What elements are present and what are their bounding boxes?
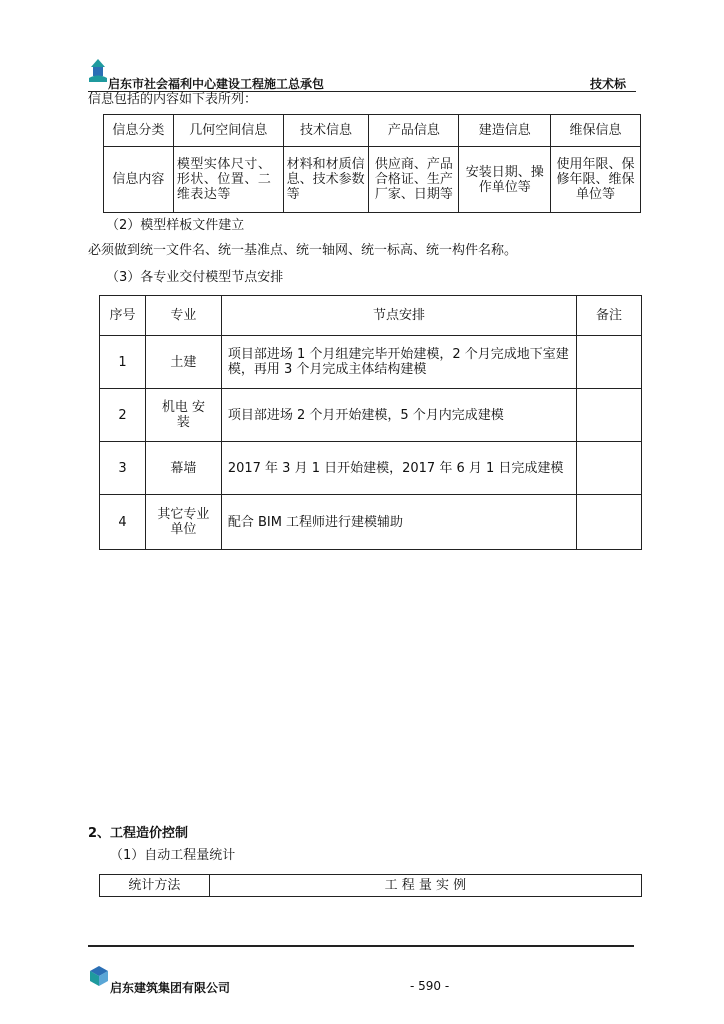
info-header-cell: 维保信息: [551, 115, 641, 147]
info-table-content-row: [104, 147, 641, 213]
row-note: [577, 336, 642, 389]
page-number: - 590 -: [410, 979, 450, 993]
row-no: 2: [100, 389, 146, 442]
row-note: [577, 495, 642, 550]
row-note: [577, 442, 642, 495]
row-discipline: 机电 安装: [145, 389, 221, 442]
info-row-cell: 安装日期、操作单位等: [459, 147, 551, 213]
info-row-cell: 供应商、产品合格证、生产厂家、日期等: [369, 147, 459, 213]
info-header-cell: 信息分类: [104, 115, 174, 147]
info-row-cell: 使用年限、保修年限、维保单位等: [551, 147, 641, 213]
cost-header-method: 统计方法: [100, 875, 210, 897]
info-row-cell: 材料和材质信息、技术参数等: [283, 147, 369, 213]
row-discipline: 幕墙: [145, 442, 221, 495]
table-row: [100, 495, 642, 550]
info-header-cell: 建造信息: [459, 115, 551, 147]
row-schedule: 配合 BIM 工程师进行建模辅助: [221, 495, 576, 550]
node-header-note: 备注: [577, 296, 642, 336]
table-row: [100, 442, 642, 495]
node-header-schedule: 节点安排: [221, 296, 576, 336]
sub2-text: 必须做到统一文件名、统一基准点、统一轴网、统一标高、统一构件名称。: [88, 243, 518, 258]
header-title: 启东市社会福利中心建设工程施工总承包: [108, 77, 325, 91]
info-header-cell: 几何空间信息: [173, 115, 283, 147]
company-logo-icon: [88, 58, 108, 84]
group-logo-icon: [88, 965, 110, 987]
row-discipline: 土建: [145, 336, 221, 389]
info-header-cell: 产品信息: [369, 115, 459, 147]
info-table: [103, 114, 641, 213]
footer-divider: [88, 945, 634, 947]
row-note: [577, 389, 642, 442]
info-header-cell: 技术信息: [283, 115, 369, 147]
cost-table: [99, 874, 642, 897]
header-right-label: 技术标: [590, 77, 627, 91]
info-row-cell: 模型实体尺寸、形状、位置、二维表达等: [173, 147, 283, 213]
sub-cost1-heading: （1）自动工程量统计: [110, 848, 236, 863]
cost-table-header-row: [100, 875, 642, 897]
table-row: [100, 336, 642, 389]
sub3-heading: （3）各专业交付模型节点安排: [106, 270, 284, 285]
cost-header-example: 工 程 量 实 例: [209, 875, 641, 897]
info-table-header-row: [104, 115, 641, 147]
row-schedule: 项目部进场 1 个月组建完毕开始建模，2 个月完成地下室建模，再用 3 个月完成主体结构建模: [221, 336, 576, 389]
row-no: 3: [100, 442, 146, 495]
node-table: [99, 295, 642, 550]
info-row-cell: 信息内容: [104, 147, 174, 213]
node-header-no: 序号: [100, 296, 146, 336]
section2-title: 2、工程造价控制: [88, 826, 189, 841]
intro-text: 信息包括的内容如下表所列：: [88, 92, 258, 107]
node-header-discipline: 专业: [145, 296, 221, 336]
row-schedule: 项目部进场 2 个月开始建模，5 个月内完成建模: [221, 389, 576, 442]
row-schedule: 2017 年 3 月 1 日开始建模，2017 年 6 月 1 日完成建模: [221, 442, 576, 495]
table-row: [100, 389, 642, 442]
footer-company: 启东建筑集团有限公司: [110, 981, 231, 995]
row-no: 1: [100, 336, 146, 389]
node-table-header-row: [100, 296, 642, 336]
row-no: 4: [100, 495, 146, 550]
row-discipline: 其它专业单位: [145, 495, 221, 550]
sub2-heading: （2）模型样板文件建立: [106, 218, 245, 233]
